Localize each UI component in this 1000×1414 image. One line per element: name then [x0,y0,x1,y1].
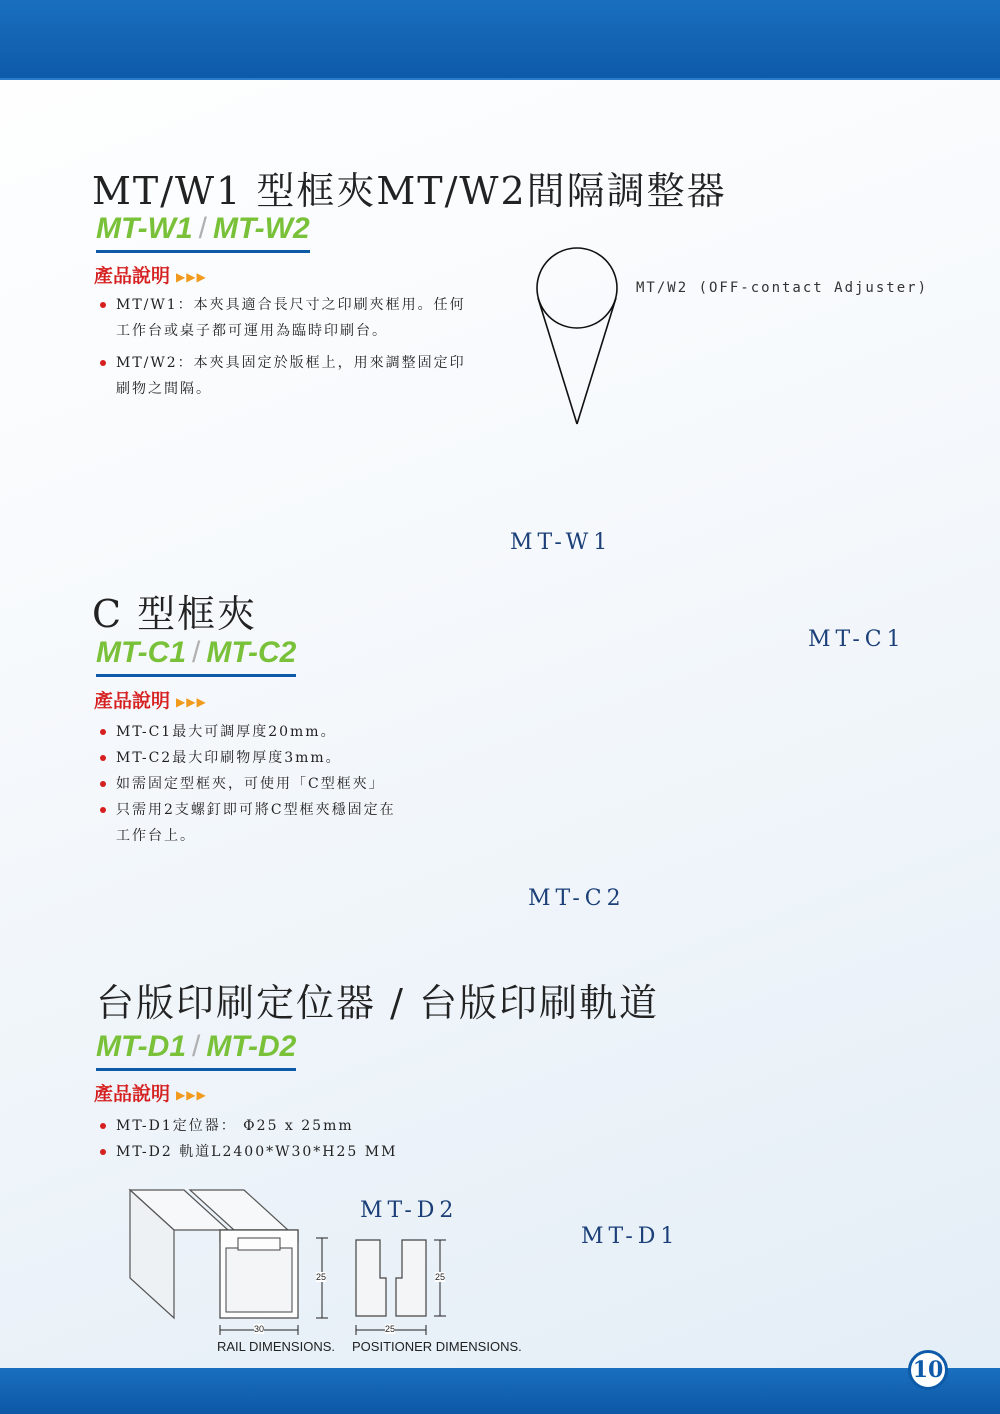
code-separator: / [198,212,207,245]
positioner-height-value: 25 [435,1272,446,1282]
rail-width-value: 30 [254,1324,265,1334]
code-separator: / [192,1030,201,1063]
list-item: MT-D1定位器： Φ25 x 25mm [96,1113,496,1139]
code-a: MT-C1 [96,636,186,669]
bullet-list-d [96,1113,496,1165]
model-code-c [96,636,296,677]
code-b: MT-W2 [213,212,310,245]
mt-c1-label: MT-C1 [808,627,906,652]
code-b: MT-C2 [206,636,297,669]
description-label-d [94,1079,207,1106]
code-a: MT-D1 [96,1030,186,1063]
list-item: MT/W2：本夾具固定於版框上，用來調整固定印刷物之間隔。 [96,350,466,402]
triple-arrow-icon: ▶▶▶ [176,694,207,709]
list-item: MT-D2 軌道L2400*W30*H25 MM [96,1139,496,1165]
list-item: MT-C2最大印刷物厚度3mm。 [96,745,406,771]
description-label-c [94,686,207,713]
rail-dimensions-drawing [126,1186,356,1341]
list-item: 只需用2支螺釘即可將C型框夾穩固定在工作台上。 [96,797,406,849]
w2-adjuster-label: MT/W2 (OFF-contact Adjuster) [636,280,929,296]
desc-label-text: 產品說明 [94,690,171,712]
triple-arrow-icon: ▶▶▶ [176,1087,207,1102]
section-title-w: MT/W1 型框夾MT/W2間隔調整器 [92,169,727,213]
rail-height-value: 25 [316,1272,327,1282]
mt-c2-label: MT-C2 [528,886,626,911]
list-item: MT/W1：本夾具適合長尺寸之印刷夾框用。任何工作台或桌子都可運用為臨時印刷台。 [96,292,466,344]
positioner-dimensions-caption: POSITIONER DIMENSIONS. [352,1339,522,1354]
footer-band [0,1368,1000,1414]
triple-arrow-icon: ▶▶▶ [176,269,207,284]
header-band [0,0,1000,80]
code-separator: / [192,636,201,669]
model-code-w [96,212,310,253]
code-a: MT-W1 [96,212,193,245]
positioner-width-value: 25 [385,1324,396,1334]
desc-label-text: 產品說明 [94,265,171,287]
off-contact-adjuster-figure [530,240,630,430]
rail-dimensions-caption: RAIL DIMENSIONS. [217,1339,335,1354]
mt-d2-label: MT-D2 [360,1198,459,1223]
list-item: MT-C1最大可調厚度20mm。 [96,719,406,745]
list-item: 如需固定型框夾，可使用「C型框夾」 [96,771,406,797]
mt-d1-label: MT-D1 [581,1224,680,1249]
description-label-w [94,261,207,288]
page-number: 10 [908,1350,948,1390]
model-code-d [96,1030,296,1071]
bullet-list-c [96,719,406,849]
section-title-d: 台版印刷定位器 / 台版印刷軌道 [96,981,659,1025]
desc-label-text: 產品說明 [94,1083,171,1105]
section-title-c: C 型框夾 [92,592,258,636]
bullet-list-w [96,292,466,402]
code-b: MT-D2 [206,1030,297,1063]
mt-w1-label: MT-W1 [510,530,613,555]
